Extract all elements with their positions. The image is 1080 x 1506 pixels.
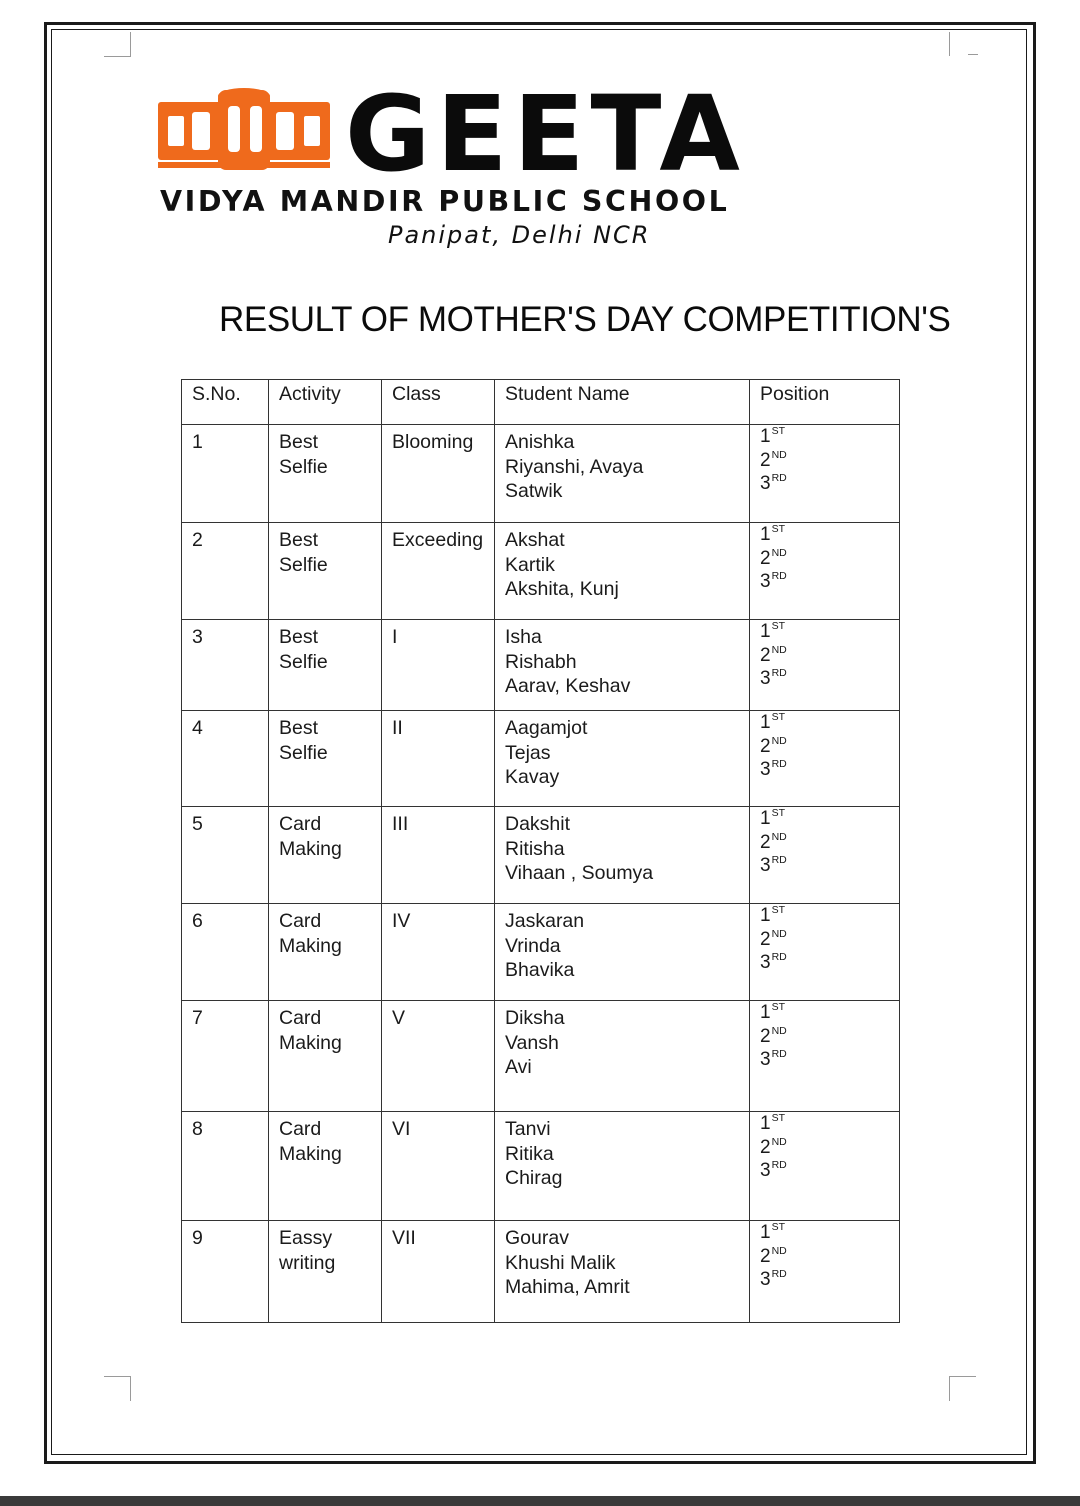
cell-activity <box>269 425 382 523</box>
position-number: 1 <box>760 1113 771 1134</box>
cell-sno: 6 <box>182 904 269 1001</box>
position-suffix: RD <box>771 951 787 963</box>
position-number: 3 <box>760 668 771 689</box>
cell-activity <box>269 1112 382 1221</box>
student-name: Chirag <box>505 1167 563 1189</box>
cell-activity <box>269 1001 382 1112</box>
position-entry <box>760 570 889 594</box>
activity-line: Best <box>279 529 319 551</box>
student-name: Ritika <box>505 1142 554 1165</box>
cell-sno: 1 <box>182 425 269 523</box>
position-number: 1 <box>760 524 771 545</box>
student-name: Ritisha <box>505 837 565 860</box>
student-name: Mahima, Amrit <box>505 1276 630 1298</box>
position-entry <box>760 644 889 668</box>
cell-sno: 4 <box>182 711 269 807</box>
position-suffix: ST <box>771 807 785 819</box>
position-entry <box>760 831 889 855</box>
position-entry <box>760 472 889 496</box>
position-suffix: RD <box>771 570 787 582</box>
position-suffix: RD <box>771 667 787 679</box>
table-row <box>182 620 900 711</box>
table-row <box>182 425 900 523</box>
column-header-sno: S.No. <box>182 380 269 425</box>
activity-line: Making <box>279 1142 342 1165</box>
bottom-edge-bar <box>0 1496 1080 1506</box>
activity-line: Selfie <box>279 455 328 478</box>
position-entry <box>760 620 889 644</box>
position-entry <box>760 807 889 831</box>
position-number: 3 <box>760 759 771 780</box>
cell-class: VII <box>382 1221 495 1323</box>
school-name: VIDYA MANDIR PUBLIC SCHOOL <box>160 185 730 218</box>
activity-line: Card <box>279 910 322 932</box>
cell-activity <box>269 904 382 1001</box>
table-row <box>182 904 900 1001</box>
position-entry <box>760 854 889 878</box>
position-suffix: ND <box>771 643 787 656</box>
table-row <box>182 523 900 620</box>
position-entry <box>760 758 889 782</box>
position-suffix: ST <box>771 620 785 632</box>
position-number: 1 <box>760 621 771 642</box>
position-number: 1 <box>760 808 771 829</box>
position-suffix: RD <box>771 1268 787 1280</box>
activity-line: writing <box>279 1251 336 1274</box>
crop-mark-bottom-left <box>104 1376 131 1401</box>
activity-line: Making <box>279 837 342 860</box>
results-table <box>181 379 900 1323</box>
cell-sno: 3 <box>182 620 269 711</box>
activity-line: Making <box>279 1031 342 1054</box>
column-header-class: Class <box>382 380 495 425</box>
cell-sno: 5 <box>182 807 269 904</box>
position-number: 3 <box>760 1269 771 1290</box>
cell-class: IV <box>382 904 495 1001</box>
position-number: 1 <box>760 905 771 926</box>
crop-mark-bottom-right <box>949 1376 976 1401</box>
position-entry <box>760 667 889 691</box>
position-number: 2 <box>760 1245 771 1267</box>
position-suffix: ND <box>771 1024 787 1037</box>
school-logo-wordmark: GEETA <box>345 73 746 195</box>
student-name: Anishka <box>505 431 575 453</box>
position-suffix: ST <box>771 711 785 723</box>
position-suffix: ND <box>771 734 787 747</box>
position-number: 3 <box>760 952 771 973</box>
cell-sno: 9 <box>182 1221 269 1323</box>
student-name: Khushi Malik <box>505 1251 616 1274</box>
cell-class: V <box>382 1001 495 1112</box>
position-suffix: ST <box>771 425 785 437</box>
position-entry <box>760 1159 889 1183</box>
position-entry <box>760 1025 889 1049</box>
student-name: Akshita, Kunj <box>505 578 619 600</box>
activity-line: Eassy <box>279 1227 333 1249</box>
student-name: Kartik <box>505 553 555 576</box>
cell-activity <box>269 807 382 904</box>
student-name: Avi <box>505 1056 532 1078</box>
position-number: 2 <box>760 547 771 569</box>
crop-mark-top-left <box>104 32 131 57</box>
position-number: 2 <box>760 449 771 471</box>
cell-class: VI <box>382 1112 495 1221</box>
school-location: Panipat, Delhi NCR <box>388 221 651 249</box>
position-entry <box>760 1268 889 1292</box>
position-number: 1 <box>760 1222 771 1243</box>
student-name: Vrinda <box>505 934 561 957</box>
cell-student-names <box>495 620 750 711</box>
cell-positions <box>750 523 900 620</box>
student-name: Kavay <box>505 766 560 788</box>
position-entry <box>760 928 889 952</box>
position-suffix: RD <box>771 854 787 866</box>
activity-line: Card <box>279 1007 322 1029</box>
student-name: Satwik <box>505 480 563 502</box>
crop-mark-top-right <box>949 32 976 56</box>
table-row <box>182 711 900 807</box>
cell-activity <box>269 711 382 807</box>
cell-positions <box>750 425 900 523</box>
cell-positions <box>750 620 900 711</box>
document-title: RESULT OF MOTHER'S DAY COMPETITION'S <box>219 300 951 339</box>
position-suffix: ST <box>771 1112 785 1124</box>
position-number: 2 <box>760 831 771 853</box>
cell-student-names <box>495 1001 750 1112</box>
student-name: Vansh <box>505 1031 559 1054</box>
cell-student-names <box>495 523 750 620</box>
cell-positions <box>750 1001 900 1112</box>
position-number: 1 <box>760 1002 771 1023</box>
student-name: Akshat <box>505 529 565 551</box>
position-number: 2 <box>760 928 771 950</box>
cell-positions <box>750 1221 900 1323</box>
position-number: 3 <box>760 1160 771 1181</box>
position-entry <box>760 711 889 735</box>
student-name: Tejas <box>505 741 551 764</box>
cell-activity <box>269 620 382 711</box>
position-suffix: RD <box>771 1048 787 1060</box>
position-number: 1 <box>760 426 771 447</box>
school-logo-icon <box>158 88 330 174</box>
position-entry <box>760 951 889 975</box>
activity-line: Best <box>279 431 319 453</box>
student-name: Bhavika <box>505 959 575 981</box>
cell-class: III <box>382 807 495 904</box>
student-name: Diksha <box>505 1007 565 1029</box>
activity-line: Selfie <box>279 741 328 764</box>
student-name: Gourav <box>505 1227 569 1249</box>
cell-sno: 8 <box>182 1112 269 1221</box>
column-header-position: Position <box>750 380 900 425</box>
position-suffix: ND <box>771 830 787 843</box>
position-entry <box>760 1001 889 1025</box>
position-suffix: ST <box>771 523 785 535</box>
student-name: Aarav, Keshav <box>505 675 631 697</box>
student-name: Dakshit <box>505 813 571 835</box>
cell-positions <box>750 807 900 904</box>
position-suffix: ND <box>771 546 787 559</box>
position-number: 3 <box>760 473 771 494</box>
position-entry <box>760 904 889 928</box>
position-suffix: ST <box>771 1001 785 1013</box>
cell-class: Exceeding <box>382 523 495 620</box>
position-number: 3 <box>760 855 771 876</box>
cell-class: I <box>382 620 495 711</box>
student-name: Isha <box>505 626 542 648</box>
position-entry <box>760 1048 889 1072</box>
cell-student-names <box>495 425 750 523</box>
activity-line: Making <box>279 934 342 957</box>
position-entry <box>760 547 889 571</box>
position-entry <box>760 1136 889 1160</box>
cell-student-names <box>495 1112 750 1221</box>
activity-line: Selfie <box>279 553 328 576</box>
activity-line: Card <box>279 813 322 835</box>
position-number: 2 <box>760 1025 771 1047</box>
position-suffix: ST <box>771 904 785 916</box>
position-suffix: ND <box>771 1135 787 1148</box>
activity-line: Best <box>279 626 319 648</box>
table-header-row <box>182 380 900 425</box>
cell-student-names <box>495 904 750 1001</box>
position-number: 1 <box>760 712 771 733</box>
position-suffix: ND <box>771 448 787 461</box>
cell-student-names <box>495 807 750 904</box>
table-row <box>182 807 900 904</box>
position-entry <box>760 1245 889 1269</box>
cell-sno: 7 <box>182 1001 269 1112</box>
position-suffix: ST <box>771 1221 785 1233</box>
cell-class: II <box>382 711 495 807</box>
position-number: 2 <box>760 644 771 666</box>
student-name: Aagamjot <box>505 717 588 739</box>
cell-activity <box>269 1221 382 1323</box>
column-header-activity: Activity <box>269 380 382 425</box>
cell-class: Blooming <box>382 425 495 523</box>
position-suffix: RD <box>771 472 787 484</box>
cell-positions <box>750 1112 900 1221</box>
position-entry <box>760 425 889 449</box>
student-name: Tanvi <box>505 1118 551 1140</box>
activity-line: Selfie <box>279 650 328 673</box>
column-header-student-name: Student Name <box>495 380 750 425</box>
student-name: Riyanshi, Avaya <box>505 455 644 478</box>
activity-line: Card <box>279 1118 322 1140</box>
position-suffix: RD <box>771 758 787 770</box>
position-number: 2 <box>760 1136 771 1158</box>
table-row <box>182 1221 900 1323</box>
student-name: Rishabh <box>505 650 577 673</box>
cell-student-names <box>495 1221 750 1323</box>
position-entry <box>760 523 889 547</box>
cell-activity <box>269 523 382 620</box>
table-row <box>182 1112 900 1221</box>
position-suffix: ND <box>771 927 787 940</box>
position-suffix: ND <box>771 1244 787 1257</box>
position-suffix: RD <box>771 1159 787 1171</box>
position-entry <box>760 1221 889 1245</box>
table-row <box>182 1001 900 1112</box>
position-number: 2 <box>760 735 771 757</box>
activity-line: Best <box>279 717 319 739</box>
cell-sno: 2 <box>182 523 269 620</box>
cell-positions <box>750 711 900 807</box>
student-name: Vihaan , Soumya <box>505 862 654 884</box>
position-entry <box>760 1112 889 1136</box>
cell-positions <box>750 904 900 1001</box>
position-entry <box>760 449 889 473</box>
cell-student-names <box>495 711 750 807</box>
position-entry <box>760 735 889 759</box>
position-number: 3 <box>760 1049 771 1070</box>
student-name: Jaskaran <box>505 910 585 932</box>
position-number: 3 <box>760 571 771 592</box>
